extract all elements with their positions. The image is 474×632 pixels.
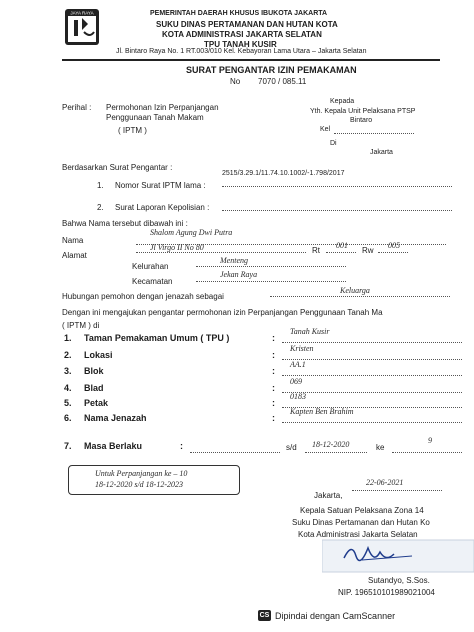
header-line3: KOTA ADMINISTRASI JAKARTA SELATAN (162, 30, 322, 39)
sign-nip: NIP. 196510101989021004 (338, 588, 435, 597)
recipient-kepada: Kepada (330, 98, 355, 105)
detail-label: Lokasi (84, 350, 113, 360)
detail-colon: : (272, 398, 275, 408)
header-address: Jl. Bintaro Raya No. 1 RT.003/010 Kel. Kebayoran Lama Utara – Jakarta Selatan (116, 48, 367, 55)
number-label: No (230, 77, 241, 86)
masa-label: Masa Berlaku (84, 441, 143, 451)
rt-value: 001 (336, 241, 348, 250)
scanner-text: Dipindai dengan CamScanner (275, 610, 396, 621)
detail-num: 2. (64, 350, 72, 360)
nama-label: Nama (62, 236, 84, 245)
extension-line2: 18-12-2020 s/d 18-12-2023 (95, 480, 183, 489)
sign-role2: Suku Dinas Pertamanan dan Hutan Ko (292, 518, 430, 527)
rw-label: Rw (362, 246, 374, 255)
kecamatan-label: Kecamatan (132, 277, 173, 286)
item1-label: Nomor Surat IPTM lama : (115, 181, 206, 190)
scanner-watermark (258, 610, 395, 621)
detail-underline (282, 342, 462, 343)
detail-value: Tanah Kusir (290, 327, 330, 336)
masa-colon: : (180, 441, 183, 451)
masa-num: 7. (64, 441, 72, 451)
doc-title: SURAT PENGANTAR IZIN PEMAKAMAN (186, 65, 357, 75)
sign-place: Jakarta, (314, 491, 343, 500)
recipient-kel: Kel (320, 126, 331, 133)
dengan-ini-text: Dengan ini mengajukan pengantar permohonan izin Perpanjangan Penggunaan Tanah Ma (62, 308, 383, 317)
detail-colon: : (272, 333, 275, 343)
detail-num: 5. (64, 398, 72, 408)
perihal-label: Perihal : (62, 103, 92, 112)
item1-num: 1. (97, 181, 104, 190)
detail-underline (282, 422, 462, 423)
detail-label: Nama Jenazah (84, 413, 147, 423)
alamat-label: Alamat (62, 251, 87, 260)
recipient-di: Di (330, 140, 337, 147)
detail-value: AA.1 (290, 360, 306, 369)
item2-num: 2. (97, 203, 104, 212)
bahwa-label: Bahwa Nama tersebut dibawah ini : (62, 219, 188, 228)
alamat-value: Jl Virgo II No 80 (150, 243, 204, 252)
masa-sd: s/d (286, 443, 297, 452)
item1-value: 2515/3.29.1/11.74.10.1002/-1.798/2017 (222, 170, 345, 177)
detail-value: Kristen (290, 344, 314, 353)
detail-underline (282, 359, 462, 360)
kelurahan-label: Kelurahan (132, 262, 169, 271)
kelurahan-value: Menteng (220, 256, 248, 265)
sign-name: Sutandyo, S.Sos. (368, 576, 430, 585)
extension-box (68, 465, 240, 495)
detail-num: 6. (64, 413, 72, 423)
detail-colon: : (272, 366, 275, 376)
detail-label: Blad (84, 383, 104, 393)
rw-value: 005 (388, 241, 400, 250)
perihal-line2: Penggunaan Tanah Makam (106, 113, 204, 122)
detail-label: Taman Pemakaman Umum ( TPU ) (84, 333, 230, 343)
number-value: 7070 / 085.11 (258, 77, 307, 86)
detail-colon: : (272, 350, 275, 360)
recipient-yth: Yth. Kepala Unit Pelaksana PTSP (310, 108, 416, 115)
detail-num: 1. (64, 333, 72, 343)
camscanner-icon: CS (259, 612, 270, 619)
detail-underline (282, 392, 462, 393)
extension-line1: Untuk Perpanjangan ke – 10 (95, 469, 188, 478)
hubungan-value: Keluarga (340, 286, 370, 295)
masa-sd-value: 18-12-2020 (312, 440, 350, 449)
based-on-label: Berdasarkan Surat Pengantar : (62, 163, 173, 172)
sign-date: 22-06-2021 (366, 478, 404, 487)
hubungan-label: Hubungan pemohon dengan jenazah sebagai (62, 292, 224, 301)
iptm-di-label: ( IPTM ) di (62, 321, 100, 330)
detail-label: Blok (84, 366, 104, 376)
header-line1: PEMERINTAH DAERAH KHUSUS IBUKOTA JAKARTA (150, 10, 328, 17)
detail-underline (282, 375, 462, 376)
detail-value: Kapten Ben Brahim (290, 407, 354, 416)
svg-text:JAYA RAYA: JAYA RAYA (70, 10, 94, 16)
detail-value: 0183 (290, 392, 306, 401)
detail-num: 3. (64, 366, 72, 376)
recipient-bintaro: Bintaro (350, 117, 373, 124)
nama-value: Shalom Agung Dwi Putra (150, 228, 233, 237)
masa-ke: ke (376, 443, 385, 452)
header-line2: SUKU DINAS PERTAMANAN DAN HUTAN KOTA (156, 20, 338, 29)
detail-colon: : (272, 413, 275, 423)
detail-colon: : (272, 383, 275, 393)
signature-stamp (322, 538, 474, 574)
header-line4: TPU TANAH KUSIR (204, 40, 277, 49)
perihal-line1: Permohonan Izin Perpanjangan (106, 103, 219, 112)
coat-of-arms-logo (64, 8, 100, 46)
perihal-line3: ( IPTM ) (118, 126, 147, 135)
kecamatan-value: Jekan Raya (220, 270, 258, 279)
masa-ke-value: 9 (428, 436, 432, 445)
sign-role1: Kepala Satuan Pelaksana Zona 14 (300, 506, 424, 515)
detail-label: Petak (84, 398, 109, 408)
rt-label: Rt (312, 246, 320, 255)
recipient-jakarta: Jakarta (370, 149, 393, 156)
detail-value: 069 (290, 377, 302, 386)
detail-num: 4. (64, 383, 72, 393)
item2-label: Surat Laporan Kepolisian : (115, 203, 210, 212)
sign-role3: Kota Administrasi Jakarta Selatan (298, 530, 418, 539)
header-divider (62, 59, 440, 61)
